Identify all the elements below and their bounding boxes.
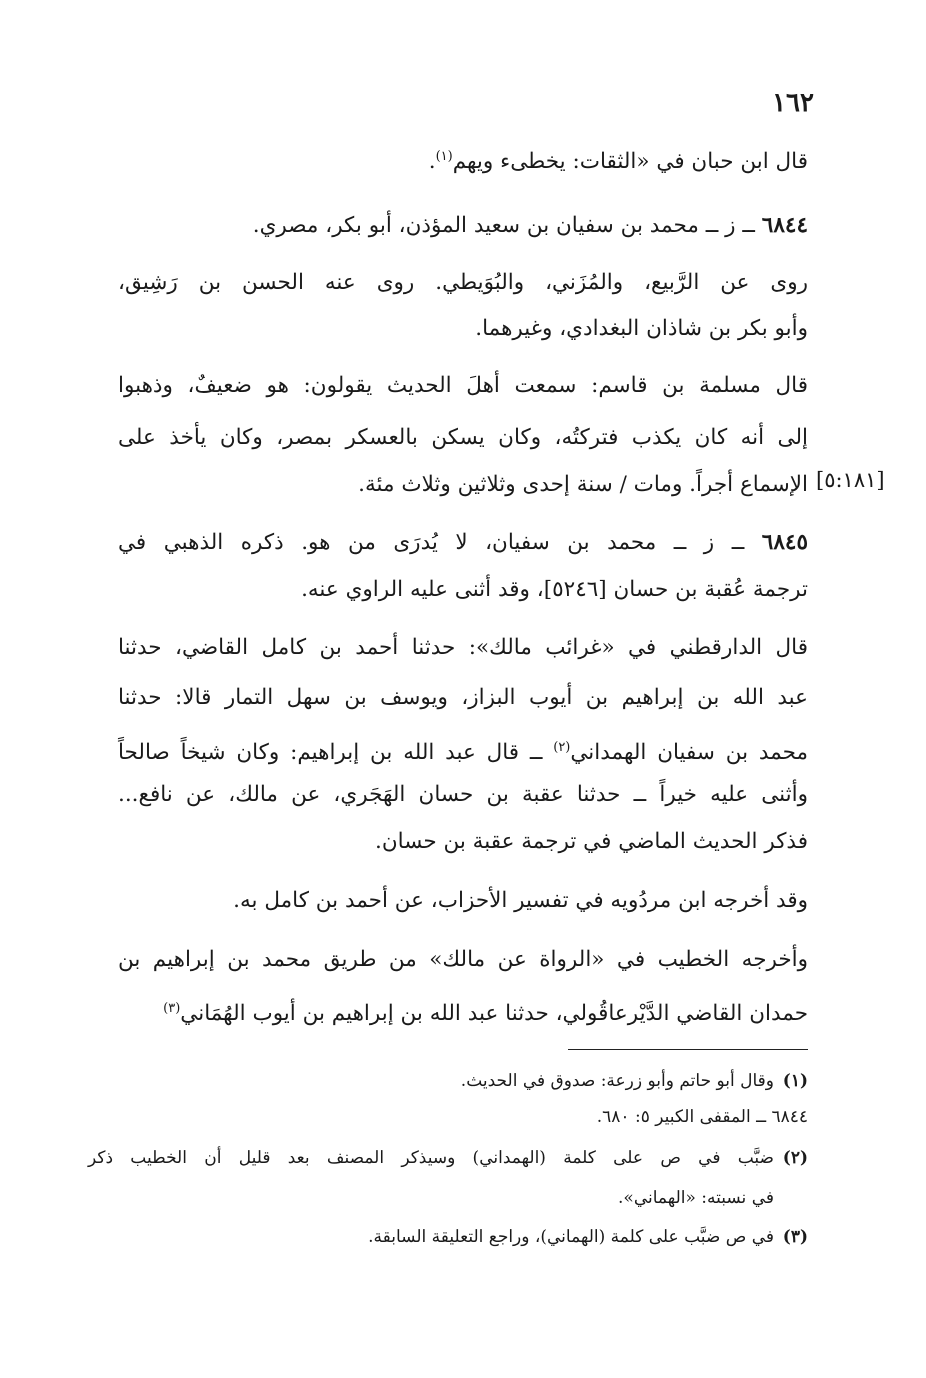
footnote-2: (٢)ضبَّب في ص على كلمة (الهمداني) وسيذكر المصنف بعد قليل أن الخطيب ذكر (88, 1148, 808, 1168)
footnote-ref: (٢) (553, 740, 571, 755)
footnote-1: (١)وقال أبو حاتم وأبو زرعة: صدوق في الحديث. (460, 1071, 808, 1091)
text-line: الإسماع أجراً. ومات / سنة إحدى وثلاثين وثلاث مئة. (358, 472, 808, 497)
entry-6845-heading: ٦٨٤٥ ــ ز ــ محمد بن سفيان، لا يُدرَى من هو. ذكره الذهبي في (118, 530, 808, 555)
text-line: محمد بن سفيان الهمداني$^{(٢)}$ ــ قال عبد الله بن إبراهيم: وكان شيخاً صالحاً (118, 740, 808, 766)
text-line: روى عن الرَّبيع، والمُزَني، والبُوَيطي. روى عنه الحسن بن رَشِيق، (118, 270, 808, 295)
margin-reference: [٥:١٨١] (816, 468, 885, 492)
footnote-6844: ٦٨٤٤ ــ المقفى الكبير ٥: ٦٨٠. (596, 1107, 808, 1127)
text-line: ترجمة عُقبة بن حسان [٥٢٤٦]، وقد أثنى عليه الراوي عنه. (301, 577, 808, 602)
footnote-divider (568, 1049, 808, 1050)
text-line: حمدان القاضي الدَّيْرعاقُولي، حدثنا عبد الله بن إبراهيم بن أيوب الهُمَاني$^{(٣)}$ (163, 1001, 808, 1027)
text-line: إلى أنه كان يكذب فتركتُه، وكان يسكن بالعسكر بمصر، وكان يأخذ على (118, 425, 808, 450)
page-number: ١٦٢ (772, 88, 814, 118)
text-line: عبد الله بن إبراهيم بن أيوب البزاز، ويوسف بن سهل التمار قالا: حدثنا (118, 685, 808, 710)
footnote-2-continued: في نسبته: «الهماني». (618, 1188, 774, 1208)
text-line: وأثنى عليه خيراً ــ حدثنا عقبة بن حسان الهَجَري، عن مالك، عن نافع... (118, 782, 808, 807)
entry-6844-heading: ٦٨٤٤ ــ ز ــ محمد بن سفيان بن سعيد المؤذن، أبو بكر، مصري. (252, 213, 808, 238)
text-line: قال مسلمة بن قاسم: سمعت أهلَ الحديث يقولون: هو ضعيفٌ، وذهبوا (118, 373, 808, 398)
footnote-ref: (١) (435, 149, 453, 164)
footnote-ref: (٣) (163, 1001, 181, 1016)
text-line: قال ابن حبان في «الثقات: يخطىء ويهم$^{(١)}$. (428, 149, 808, 175)
text-line: وأبو بكر بن شاذان البغدادي، وغيرهما. (475, 316, 808, 341)
entry-number: ٦٨٤٥ (761, 530, 808, 555)
text-line: قال الدارقطني في «غرائب مالك»: حدثنا أحمد بن كامل القاضي، حدثنا (118, 635, 808, 660)
entry-number: ٦٨٤٤ (761, 213, 808, 238)
text-line: وأخرجه الخطيب في «الرواة عن مالك» من طريق محمد بن إبراهيم بن (118, 947, 808, 972)
text-line: وقد أخرجه ابن مردُويه في تفسير الأحزاب، عن أحمد بن كامل به. (233, 888, 808, 913)
text-line: فذكر الحديث الماضي في ترجمة عقبة بن حسان. (375, 829, 808, 854)
footnote-3: (٣)في ص ضبَّب على كلمة (الهماني)، وراجع التعليقة السابقة. (368, 1227, 808, 1247)
